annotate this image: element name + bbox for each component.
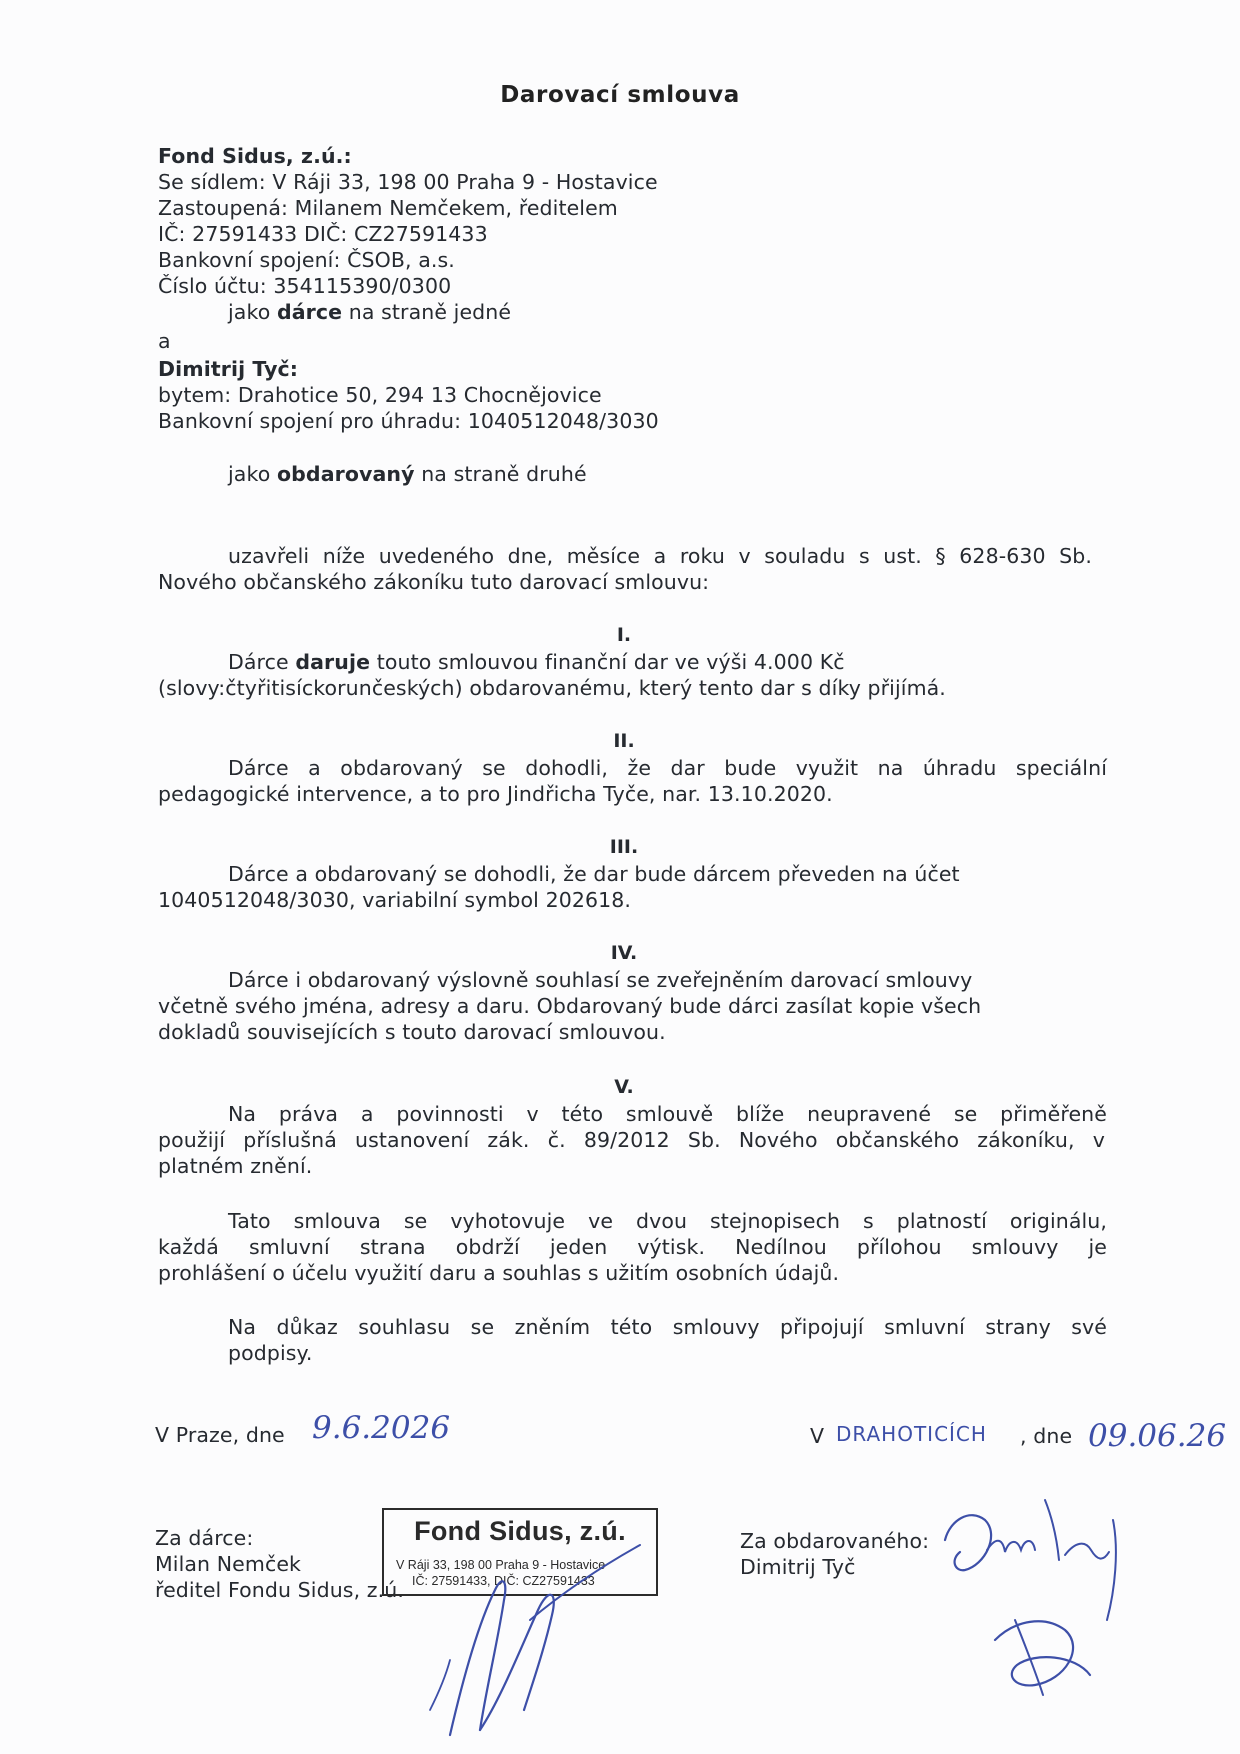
article-1-number: I.: [616, 624, 632, 646]
closing-2-line-2: podpisy.: [228, 1341, 313, 1365]
donor-seat: Se sídlem: V Ráji 33, 198 00 Praha 9 - Hostavice: [158, 170, 658, 194]
conjunction-and: a: [158, 329, 171, 353]
donor-bank: Bankovní spojení: ČSOB, a.s.: [158, 248, 455, 272]
place-right-prefix: V: [810, 1424, 825, 1448]
article-4-line-3: dokladů souvisejících s touto darovací smlouvou.: [158, 1020, 666, 1044]
closing-1-line-1: Tato smlouva se vyhotovuje ve dvou stejnopisech s platností originálu,: [228, 1209, 1107, 1233]
article-5-line-1: Na práva a povinnosti v této smlouvě blíže neupravené se přiměřeně: [228, 1102, 1107, 1126]
article-4-line-1: Dárce i obdarovaný výslovně souhlasí se zveřejněním darovací smlouvy: [228, 968, 973, 992]
place-date-left-label: V Praze, dne: [155, 1423, 285, 1447]
intro-line-2: Nového občanského zákoníku tuto darovací smlouvu:: [158, 570, 710, 594]
donee-role: jako obdarovaný na straně druhé: [228, 462, 587, 486]
article-1-line-1: Dárce daruje touto smlouvou finanční dar ve výši 4.000 Kč: [228, 650, 845, 674]
article-3-line-1: Dárce a obdarovaný se dohodli, že dar bude dárcem převeden na účet: [228, 862, 960, 886]
closing-2-line-1: Na důkaz souhlasu se zněním této smlouvy připojují smluvní strany své: [228, 1315, 1107, 1339]
donee-address: bytem: Drahotice 50, 294 13 Chocnějovice: [158, 383, 602, 407]
donee-signature: [925, 1480, 1155, 1710]
article-3-number: III.: [609, 836, 639, 858]
place-date-right-label: , dne: [1020, 1424, 1073, 1448]
sign-right-name: Dimitrij Tyč: [740, 1555, 856, 1579]
article-2-line-1: Dárce a obdarovaný se dohodli, že dar bude využit na úhradu speciální: [228, 756, 1107, 780]
donor-role: jako dárce na straně jedné: [228, 300, 512, 324]
stamp-address: V Ráji 33, 198 00 Praha 9 - Hostavice: [396, 1558, 606, 1572]
donee-name: Dimitrij Tyč:: [158, 357, 299, 381]
donor-signature: [420, 1500, 680, 1750]
article-5-line-3: platném znění.: [158, 1154, 313, 1178]
stamp-name: Fond Sidus, z.ú.: [414, 1516, 626, 1546]
article-2-number: II.: [613, 730, 635, 752]
intro-line-1: uzavřeli níže uvedeného dne, měsíce a roku v souladu s ust. § 628-630 Sb.: [228, 544, 1092, 568]
donor-ids: IČ: 27591433 DIČ: CZ27591433: [158, 222, 488, 246]
article-1-line-2: (slovy:čtyřitisíckorunčeských) obdarovanému, který tento dar s díky přijímá.: [158, 676, 946, 700]
article-3-line-2: 1040512048/3030, variabilní symbol 202618.: [158, 888, 632, 912]
article-4-line-2: včetně svého jména, adresy a daru. Obdarovaný bude dárci zasílat kopie všech: [158, 994, 982, 1018]
handwritten-date-right: 09.06.26: [1088, 1418, 1227, 1454]
sign-left-title: ředitel Fondu Sidus, z.ú.: [155, 1578, 404, 1602]
closing-1-line-3: prohlášení o účelu využití daru a souhlas s užitím osobních údajů.: [158, 1261, 840, 1285]
donor-represented: Zastoupená: Milanem Nemčekem, ředitelem: [158, 196, 618, 220]
donor-account: Číslo účtu: 354115390/0300: [158, 274, 452, 298]
document-title: Darovací smlouva: [500, 82, 740, 108]
article-5-line-2: použijí příslušná ustanovení zák. č. 89/2012 Sb. Nového občanského zákoníku, v: [158, 1128, 1105, 1152]
stamp-ids: IČ: 27591433, DIČ: CZ27591433: [412, 1574, 595, 1588]
handwritten-place-right: DRAHOTICÍCH: [836, 1422, 987, 1446]
sign-right-role: Za obdarovaného:: [740, 1529, 930, 1553]
handwritten-date-left: 9.6.2026: [312, 1410, 451, 1446]
article-2-line-2: pedagogické intervence, a to pro Jindřicha Tyče, nar. 13.10.2020.: [158, 782, 833, 806]
article-5-number: V.: [614, 1076, 634, 1098]
sign-left-name: Milan Nemček: [155, 1552, 302, 1576]
donee-bank: Bankovní spojení pro úhradu: 1040512048/3030: [158, 409, 659, 433]
sign-left-role: Za dárce:: [155, 1526, 254, 1550]
article-4-number: IV.: [610, 942, 638, 964]
donor-name: Fond Sidus, z.ú.:: [158, 144, 352, 168]
closing-1-line-2: každá smluvní strana obdrží jeden výtisk. Nedílnou přílohou smlouvy je: [158, 1235, 1107, 1259]
